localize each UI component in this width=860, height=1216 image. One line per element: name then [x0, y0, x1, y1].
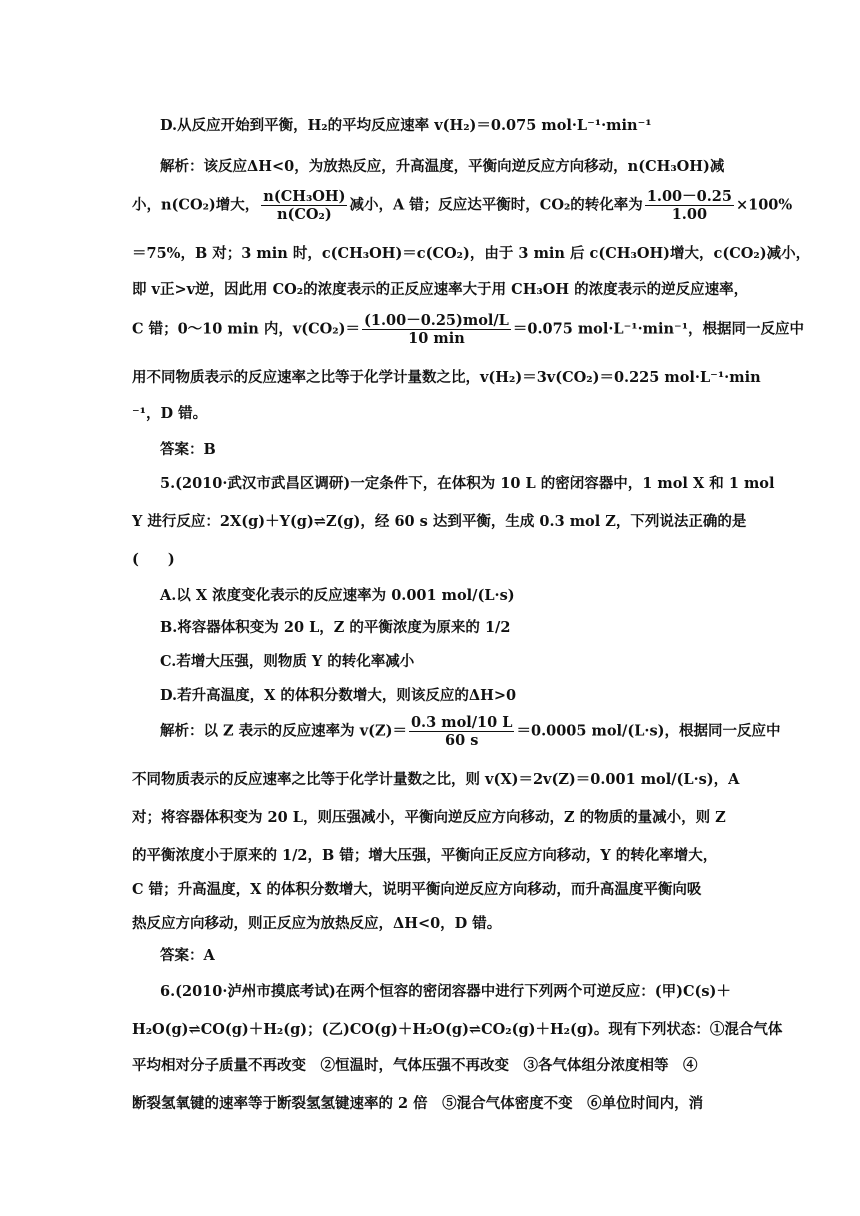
option-a: A.以 X 浓度变化表示的反应速率为 0.001 mol/(L·s) — [160, 587, 515, 604]
fraction — [261, 188, 347, 223]
fraction-denominator: 10 min — [408, 330, 465, 347]
analysis-line-with-fractions — [132, 188, 793, 223]
option-b: B.将容器体积变为 20 L，Z 的平衡浓度为原来的 1/2 — [160, 619, 511, 636]
analysis-line-with-fraction — [160, 714, 781, 749]
text-segment: ＝0.0005 mol/(L·s)，根据同一反应中 — [516, 722, 781, 740]
option-d: D.若升高温度，X 的体积分数增大，则该反应的ΔH>0 — [160, 687, 517, 704]
fraction-numerator: (1.00－0.25)mol/L — [364, 312, 509, 329]
answer-label: 答案：B — [160, 441, 216, 458]
fraction-numerator: 0.3 mol/10 L — [410, 714, 513, 731]
fraction — [362, 312, 511, 347]
analysis-line: 解析：该反应ΔH<0，为放热反应，升高温度，平衡向逆反应方向移动，n(CH₃OH)减 — [160, 158, 725, 175]
question-5-line: 5.(2010·武汉市武昌区调研)一定条件下，在体积为 10 L 的密闭容器中，1 mol X 和 1 mol — [160, 475, 775, 492]
analysis-line: ＝75%，B 对；3 min 时，c(CH₃OH)＝c(CO₂)，由于 3 min 后 c(CH₃OH)增大，c(CO₂)减小， — [132, 245, 811, 262]
question-6-line: 平均相对分子质量不再改变 ②恒温时，气体压强不再改变 ③各气体组分浓度相等 ④ — [132, 1057, 698, 1074]
text-segment: 减小，A 错；反应达平衡时，CO₂的转化率为 — [349, 196, 643, 214]
option-d-text: D.从反应开始到平衡，H₂的平均反应速率 v(H₂)＝0.075 mol·L⁻¹·min⁻¹ — [160, 117, 652, 134]
fraction-denominator: n(CO₂) — [276, 206, 332, 223]
option-c: C.若增大压强，则物质 Y 的转化率减小 — [160, 653, 415, 670]
question-6-line: 6.(2010·泸州市摸底考试)在两个恒容的密闭容器中进行下列两个可逆反应：(甲)C(s)＋ — [160, 983, 731, 1000]
analysis-line: 不同物质表示的反应速率之比等于化学计量数之比，则 v(X)＝2v(Z)＝0.001 mol/(L·s)，A — [132, 771, 740, 788]
text-segment: ＝0.075 mol·L⁻¹·min⁻¹，根据同一反应中 — [512, 320, 805, 338]
fraction-denominator: 1.00 — [671, 206, 708, 223]
fraction — [409, 714, 515, 749]
question-5-line: Y 进行反应：2X(g)＋Y(g)⇌Z(g)，经 60 s 达到平衡，生成 0.3 mol Z，下列说法正确的是 — [132, 513, 747, 530]
text-segment: ×100% — [735, 196, 793, 214]
analysis-line: 的平衡浓度小于原来的 1/2，B 错；增大压强，平衡向正反应方向移动，Y 的转化率增大， — [132, 847, 718, 864]
text-segment: 小，n(CO₂)增大， — [132, 196, 260, 214]
fraction — [645, 188, 734, 223]
text-segment: C 错；0～10 min 内，v(CO₂)＝ — [132, 320, 361, 338]
analysis-line: ⁻¹，D 错。 — [132, 405, 208, 422]
analysis-line: 对；将容器体积变为 20 L，则压强减小，平衡向逆反应方向移动，Z 的物质的量减小，则 Z — [132, 809, 726, 826]
fraction-denominator: 60 s — [445, 732, 479, 749]
analysis-line: 热反应方向移动，则正反应为放热反应，ΔH<0，D 错。 — [132, 915, 502, 932]
fraction-numerator: n(CH₃OH) — [263, 188, 346, 205]
analysis-line-with-fraction — [132, 312, 805, 347]
fraction-numerator: 1.00－0.25 — [646, 188, 732, 205]
question-6-line: 断裂氢氧键的速率等于断裂氢氢键速率的 2 倍 ⑤混合气体密度不变 ⑥单位时间内，消 — [132, 1095, 704, 1112]
analysis-line: 用不同物质表示的反应速率之比等于化学计量数之比，v(H₂)＝3v(CO₂)＝0.225 mol·L⁻¹·min — [132, 369, 761, 386]
analysis-line: C 错；升高温度，X 的体积分数增大，说明平衡向逆反应方向移动，而升高温度平衡向吸 — [132, 881, 702, 898]
question-5-blank: ( ) — [132, 551, 175, 568]
answer-label: 答案：A — [160, 947, 215, 964]
text-segment: 解析：以 Z 表示的反应速率为 v(Z)＝ — [160, 722, 407, 740]
analysis-line: 即 v正>v逆，因此用 CO₂的浓度表示的正反应速率大于用 CH₃OH 的浓度表示的逆反应速率， — [132, 281, 749, 298]
question-6-line: H₂O(g)⇌CO(g)＋H₂(g)；(乙)CO(g)＋H₂O(g)⇌CO₂(g)＋H₂(g)。现有下列状态：①混合气体 — [132, 1021, 783, 1038]
